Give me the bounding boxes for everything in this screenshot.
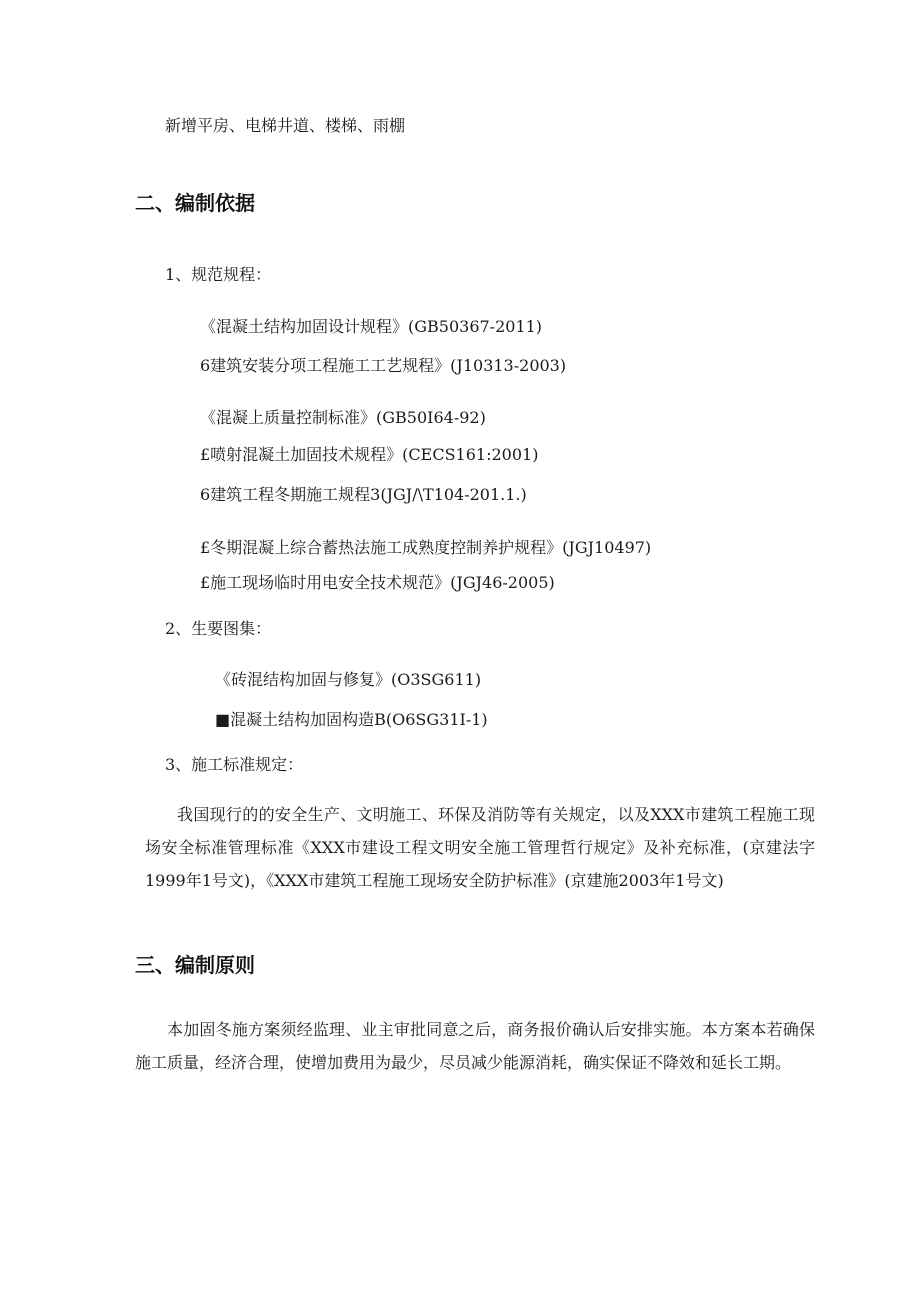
list-item: £喷射混凝土加固技术规程》(CECS161:2001): [200, 445, 539, 464]
section-2-heading: 二、编制依据: [135, 191, 255, 215]
subsection-2-label: 2、生要图集：: [165, 619, 272, 638]
list-item: £冬期混凝上综合蓄热法施工成熟度控制养护规程》(JGJ10497): [200, 538, 652, 557]
principles-paragraph: 本加固冬施方案须经监理、业主审批同意之后，商务报价确认后安排实施。本方案本若确保施工质量，经济合理，使增加费用为最少，尽员减少能源消耗，确实保证不降效和延长工期。: [135, 1020, 815, 1072]
list-item: £施工现场临时用电安全技术规范》(JGJ46-2005): [200, 573, 555, 592]
subsection-1-label: 1、规范规程：: [165, 265, 272, 284]
subsection-3-label: 3、施工标准规定：: [165, 755, 304, 774]
list-item: 《砖混结构加固与修复》(O3SG611): [215, 670, 482, 689]
section-3-heading: 三、编制原则: [135, 953, 255, 977]
standards-paragraph: 我国现行的的安全生产、文明施工、环保及消防等有关规定，以及XXX市建筑工程施工现场安全标准管理标准《XXX市建设工程文明安全施工管理哲行规定》及补充标准，(京建法字1999年1号文)，《XXX市建筑工程施工现场安全防护标准》(京建施2003年1号文): [145, 805, 815, 890]
list-item: 《混凝土结构加固设计规程》(GB50367-2011): [200, 317, 543, 336]
list-item: 《混凝上质量控制标准》(GB50I64-92): [200, 408, 486, 427]
list-item: 6建筑工程冬期施工规程3(JGJ∕\T104-201.1.): [200, 485, 527, 504]
list-item: 6建筑安装分项工程施工工艺规程》(J10313-2003): [200, 356, 567, 375]
list-item: ■混凝土结构加固构造B(O6SG31I-1): [215, 710, 488, 729]
intro-line: 新增平房、电梯井道、楼梯、雨棚: [165, 116, 406, 135]
